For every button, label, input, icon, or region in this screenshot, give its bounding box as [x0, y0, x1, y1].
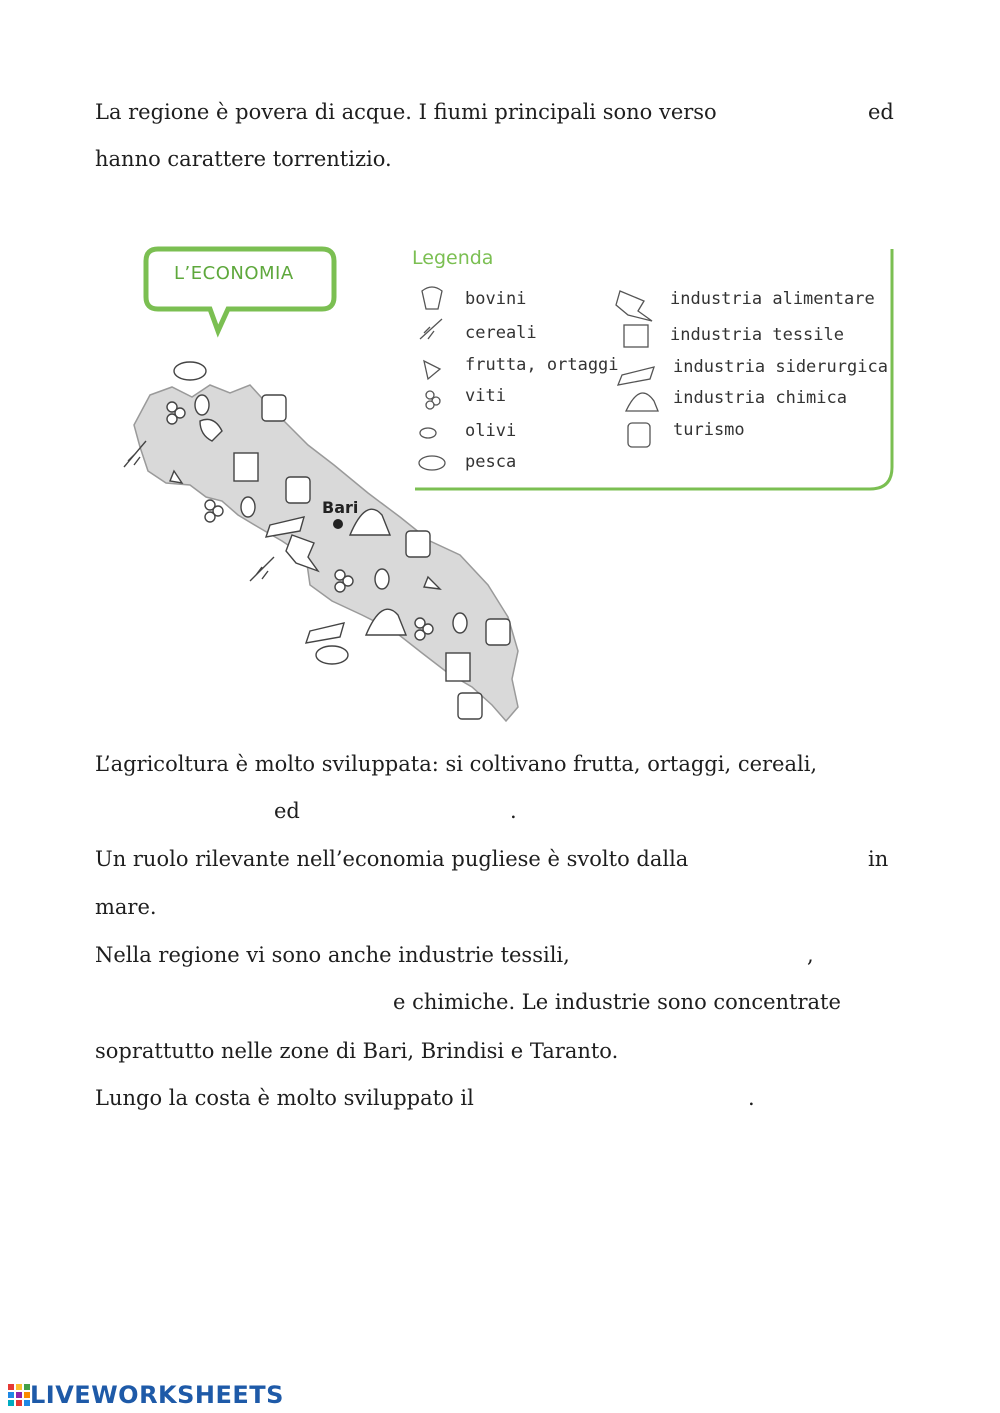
- text-line: Un ruolo rilevante nell’economia pugliese è svolto dalla: [95, 847, 689, 871]
- olive-icon: [241, 497, 255, 517]
- text-line: .: [748, 1086, 755, 1110]
- tourism-icon: [262, 395, 286, 421]
- fruit-legend-icon: [424, 361, 440, 379]
- wheat-legend-icon: [420, 319, 442, 339]
- olive-icon: [195, 395, 209, 415]
- text-line: Lungo la costa è molto sviluppato il: [95, 1086, 474, 1110]
- legend-item: industria chimica: [673, 388, 847, 408]
- food-industry-legend-icon: [616, 291, 652, 321]
- textile-icon: [446, 653, 470, 681]
- liveworksheets-logo[interactable]: [8, 1380, 284, 1410]
- text-line: La regione è povera di acque. I fiumi principali sono verso: [95, 100, 717, 124]
- answer-blank-crop-2[interactable]: [306, 796, 510, 828]
- text-line: soprattutto nelle zone di Bari, Brindisi e Taranto.: [95, 1039, 619, 1063]
- text-line: .: [510, 799, 517, 823]
- olive-legend-icon: [420, 428, 436, 438]
- liveworksheets-grid-icon: [8, 1384, 30, 1406]
- text-line: ed: [274, 799, 300, 823]
- legend-item: cereali: [465, 323, 537, 343]
- wheat-icon: [250, 557, 274, 581]
- answer-blank-industry-1[interactable]: [596, 940, 805, 972]
- economy-badge: L’ECONOMIA: [174, 263, 294, 284]
- text-line: L’agricoltura è molto sviluppata: si coltivano frutta, ortaggi, cereali,: [95, 752, 818, 776]
- olive-icon: [375, 569, 389, 589]
- steel-icon: [306, 623, 344, 643]
- tourism-icon: [458, 693, 482, 719]
- legend-item: industria alimentare: [670, 289, 875, 309]
- text-line: ,: [807, 943, 814, 967]
- fish-legend-icon: [419, 456, 445, 470]
- legend-item: industria tessile: [670, 325, 844, 345]
- cow-legend-icon: [422, 287, 442, 309]
- speech-bubble: [146, 249, 334, 331]
- legend-item: bovini: [465, 289, 527, 309]
- text-line: mare.: [95, 895, 157, 919]
- legend-item: pesca: [465, 452, 517, 472]
- legend-item: frutta, ortaggi: [465, 355, 619, 375]
- tourism-legend-icon: [628, 423, 650, 447]
- text-line: Nella regione vi sono anche industrie tessili,: [95, 943, 570, 967]
- answer-blank-rivers-1[interactable]: [752, 97, 866, 129]
- answer-blank-activity[interactable]: [720, 844, 864, 876]
- answer-blank-industry-2[interactable]: [95, 987, 389, 1019]
- brand-name: LIVEWORKSHEETS: [30, 1381, 284, 1409]
- textile-icon: [234, 453, 258, 481]
- olive-icon: [453, 613, 467, 633]
- legend-item: turismo: [673, 420, 745, 440]
- tourism-icon: [486, 619, 510, 645]
- chemical-legend-icon: [626, 393, 658, 411]
- text-line: e chimiche. Le industrie sono concentrate: [393, 990, 841, 1014]
- answer-blank-tourism[interactable]: [496, 1083, 745, 1115]
- steel-legend-icon: [618, 367, 654, 385]
- tourism-icon: [286, 477, 310, 503]
- fish-icon: [316, 646, 348, 664]
- legend-title: Legenda: [412, 247, 494, 269]
- text-line: ed: [868, 100, 894, 124]
- bari-marker: [333, 519, 343, 529]
- fish-icon: [174, 362, 206, 380]
- legend-item: industria siderurgica: [673, 357, 888, 377]
- answer-blank-crop-1[interactable]: [95, 796, 269, 828]
- city-label-bari: Bari: [322, 498, 359, 517]
- economy-map-figure: [110, 235, 910, 735]
- economy-map: [110, 235, 910, 735]
- textile-legend-icon: [624, 325, 648, 347]
- text-line: in: [868, 847, 889, 871]
- legend-item: viti: [465, 386, 506, 406]
- tourism-icon: [406, 531, 430, 557]
- legend-item: olivi: [465, 421, 517, 441]
- text-line: hanno carattere torrentizio.: [95, 147, 392, 171]
